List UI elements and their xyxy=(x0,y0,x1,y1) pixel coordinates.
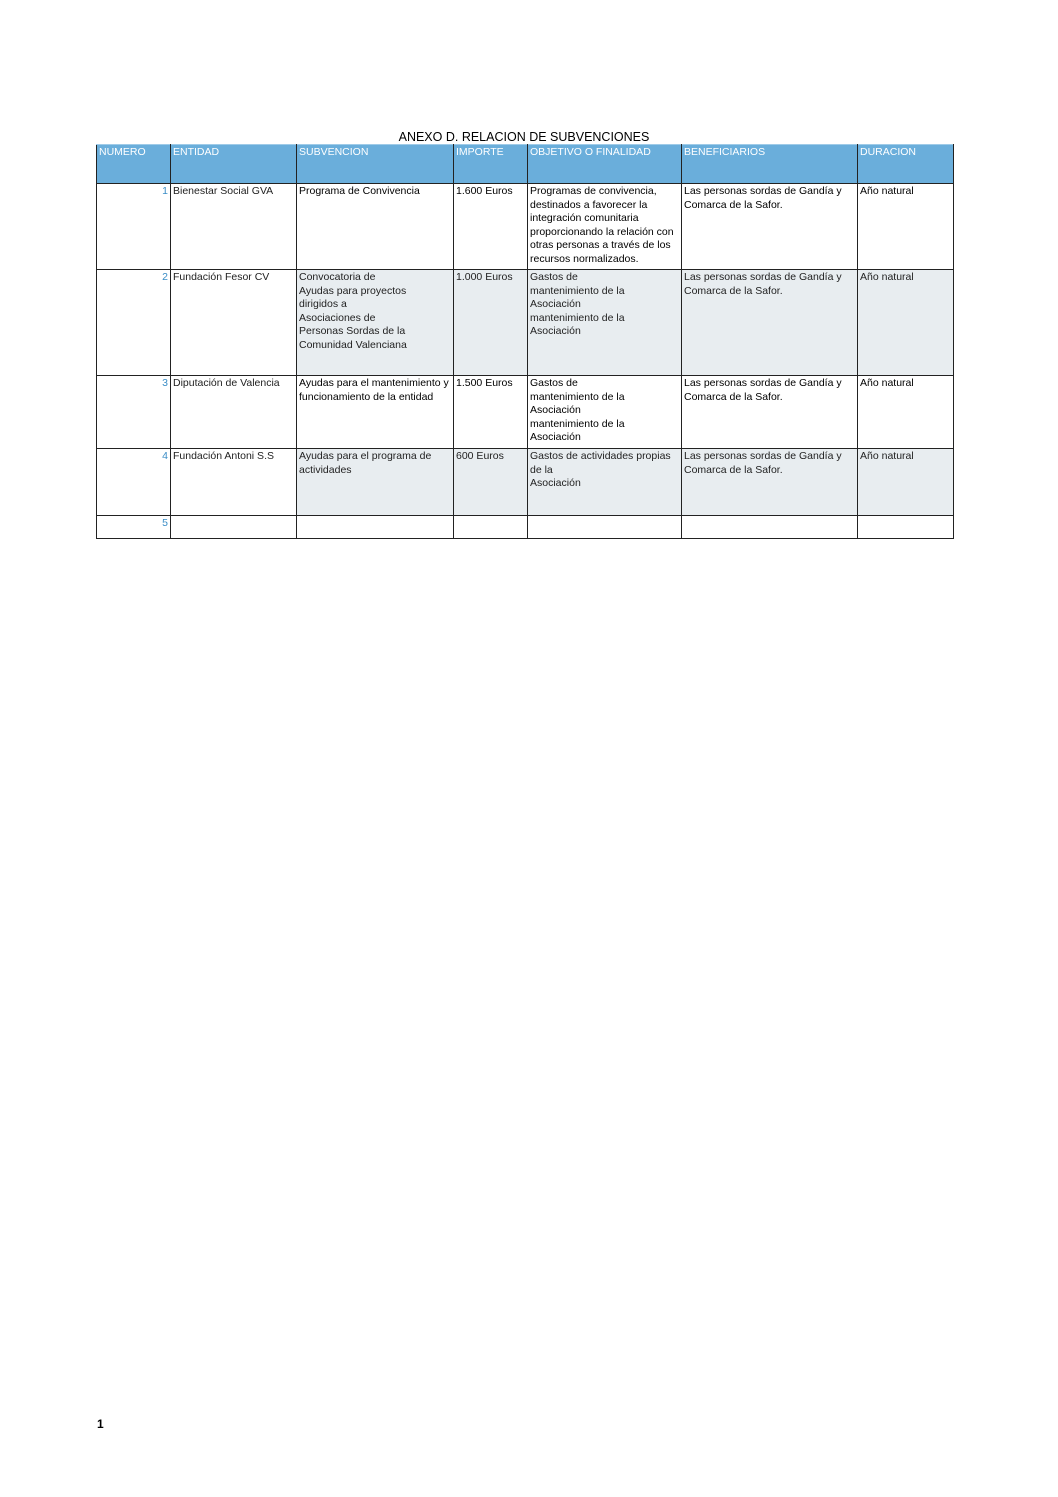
cell-duracion: Año natural xyxy=(858,270,954,376)
cell-subvencion: Ayudas para el programa de actividades xyxy=(297,449,454,516)
cell-beneficiarios: Las personas sordas de Gandía y Comarca de la Safor. xyxy=(682,449,858,516)
cell-beneficiarios: Las personas sordas de Gandía y Comarca de la Safor. xyxy=(682,376,858,449)
cell-importe xyxy=(454,516,528,539)
cell-duracion xyxy=(858,516,954,539)
cell-duracion: Año natural xyxy=(858,376,954,449)
cell-importe: 600 Euros xyxy=(454,449,528,516)
cell-subvencion xyxy=(297,516,454,539)
cell-entidad: Fundación Fesor CV xyxy=(171,270,297,376)
header-objetivo: OBJETIVO O FINALIDAD xyxy=(528,145,682,184)
header-entidad: ENTIDAD xyxy=(171,145,297,184)
cell-entidad: Bienestar Social GVA xyxy=(171,184,297,270)
cell-beneficiarios: Las personas sordas de Gandía y Comarca de la Safor. xyxy=(682,270,858,376)
cell-importe: 1.600 Euros xyxy=(454,184,528,270)
cell-numero: 2 xyxy=(97,270,171,376)
cell-beneficiarios: Las personas sordas de Gandía y Comarca de la Safor. xyxy=(682,184,858,270)
cell-importe: 1.000 Euros xyxy=(454,270,528,376)
page-number: 1 xyxy=(97,1417,104,1431)
cell-objetivo: Gastos de actividades propias de la Asociación xyxy=(528,449,682,516)
cell-objetivo: Programas de convivencia, destinados a favorecer la integración comunitaria proporcionando la relación con otras personas a través de los recursos normalizados. xyxy=(528,184,682,270)
cell-numero: 4 xyxy=(97,449,171,516)
header-subvencion: SUBVENCION xyxy=(297,145,454,184)
cell-objetivo xyxy=(528,516,682,539)
cell-duracion: Año natural xyxy=(858,184,954,270)
table-header-row xyxy=(97,145,954,184)
table-row xyxy=(97,270,954,376)
cell-subvencion: Ayudas para el mantenimiento y funcionamiento de la entidad xyxy=(297,376,454,449)
cell-entidad: Fundación Antoni S.S xyxy=(171,449,297,516)
subsidies-table xyxy=(96,144,954,539)
cell-importe: 1.500 Euros xyxy=(454,376,528,449)
table-row xyxy=(97,449,954,516)
table-row xyxy=(97,376,954,449)
cell-entidad: Diputación de Valencia xyxy=(171,376,297,449)
header-importe: IMPORTE xyxy=(454,145,528,184)
cell-numero: 1 xyxy=(97,184,171,270)
cell-subvencion: Convocatoria de Ayudas para proyectos dirigidos a Asociaciones de Personas Sordas de la Comunidad Valenciana xyxy=(297,270,454,376)
header-numero: NUMERO xyxy=(97,145,171,184)
page-title: ANEXO D. RELACION DE SUBVENCIONES xyxy=(398,130,650,144)
cell-numero: 5 xyxy=(97,516,171,539)
cell-numero: 3 xyxy=(97,376,171,449)
header-duracion: DURACION xyxy=(858,145,954,184)
cell-beneficiarios xyxy=(682,516,858,539)
header-beneficiarios: BENEFICIARIOS xyxy=(682,145,858,184)
table-row xyxy=(97,516,954,539)
cell-entidad xyxy=(171,516,297,539)
cell-subvencion: Programa de Convivencia xyxy=(297,184,454,270)
cell-objetivo: Gastos de mantenimiento de la Asociación mantenimiento de la Asociación xyxy=(528,376,682,449)
table-row xyxy=(97,184,954,270)
cell-objetivo: Gastos de mantenimiento de la Asociación mantenimiento de la Asociación xyxy=(528,270,682,376)
cell-duracion: Año natural xyxy=(858,449,954,516)
